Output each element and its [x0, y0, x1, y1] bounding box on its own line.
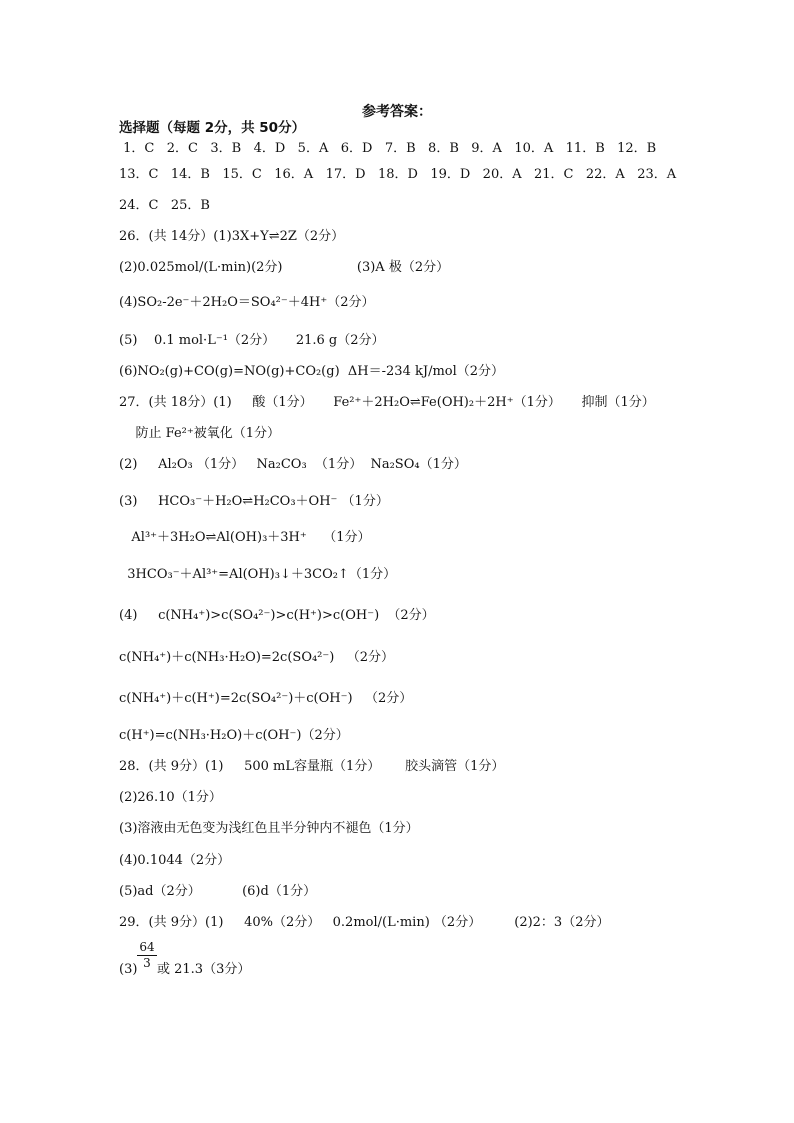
- fraction: [137, 941, 157, 970]
- answer-line: (3)溶液由无色变为浅红色且半分钟内不褪色（1分）: [119, 821, 419, 836]
- fraction-denominator: 3: [143, 956, 151, 970]
- answer-line: 防止 Fe²⁺被氧化（1分）: [119, 426, 281, 441]
- answer-line: (5)ad（2分） (6)d（1分）: [119, 884, 317, 899]
- answer-line: c(NH₄⁺)＋c(NH₃·H₂O)=2c(SO₄²⁻) （2分）: [119, 650, 394, 665]
- answer-line: 13．C 14．B 15．C 16．A 17．D 18．D 19．D 20．A 21．C 22．A 23．A: [119, 167, 677, 182]
- answer-line: 29．(共 9分）(1) 40%（2分） 0.2mol/(L·min) （2分） (2)2：3（2分）: [119, 915, 610, 930]
- answer-line: Al³⁺＋3H₂O⇌Al(OH)₃＋3H⁺ （1分）: [119, 530, 371, 545]
- answer-line: 24．C 25．B: [119, 198, 210, 213]
- page-title: 参考答案：: [362, 104, 432, 120]
- answer-line: (4)SO₂-2e⁻＋2H₂O＝SO₄²⁻＋4H⁺（2分）: [119, 295, 375, 310]
- answer-line: 28．(共 9分）(1) 500 mL容量瓶（1分） 胶头滴管（1分）: [119, 759, 505, 774]
- answer-line: (2)0.025mol/(L·min)(2分) (3)A 极（2分）: [119, 260, 450, 275]
- answer-suffix: 或 21.3（3分）: [157, 962, 251, 977]
- answer-prefix: (3): [119, 962, 138, 977]
- answer-line: 1．C 2．C 3．B 4．D 5．A 6．D 7．B 8．B 9．A 10．A 11．B 12．B: [119, 141, 657, 156]
- answer-line: (4) c(NH₄⁺)>c(SO₄²⁻)>c(H⁺)>c(OH⁻) （2分）: [119, 608, 435, 623]
- fraction-numerator: 64: [139, 940, 155, 954]
- answer-line: 27．(共 18分）(1) 酸（1分） Fe²⁺＋2H₂O⇌Fe(OH)₂＋2H⁺（1分） 抑制（1分）: [119, 395, 655, 410]
- section-heading: 选择题（每题 2分，共 50分）: [119, 120, 306, 136]
- answer-line: (6)NO₂(g)+CO(g)=NO(g)+CO₂(g) ΔH＝-234 kJ/mol（2分）: [119, 364, 505, 379]
- answer-line: (4)0.1044（2分）: [119, 853, 231, 868]
- answer-line: 3HCO₃⁻＋Al³⁺=Al(OH)₃↓＋3CO₂↑（1分）: [119, 567, 397, 582]
- answer-line: 26．(共 14分）(1)3X+Y⇌2Z（2分）: [119, 229, 345, 244]
- answer-line: c(H⁺)=c(NH₃·H₂O)＋c(OH⁻)（2分）: [119, 728, 349, 743]
- answer-line: c(NH₄⁺)＋c(H⁺)=2c(SO₄²⁻)＋c(OH⁻) （2分）: [119, 691, 413, 706]
- answer-line: (5) 0.1 mol·L⁻¹（2分） 21.6 g（2分）: [119, 333, 385, 348]
- answer-line: (2) Al₂O₃ （1分） Na₂CO₃ （1分） Na₂SO₄（1分）: [119, 457, 467, 472]
- answer-line: (3) HCO₃⁻＋H₂O⇌H₂CO₃＋OH⁻ （1分）: [119, 494, 389, 509]
- answer-line: (2)26.10（1分）: [119, 790, 222, 805]
